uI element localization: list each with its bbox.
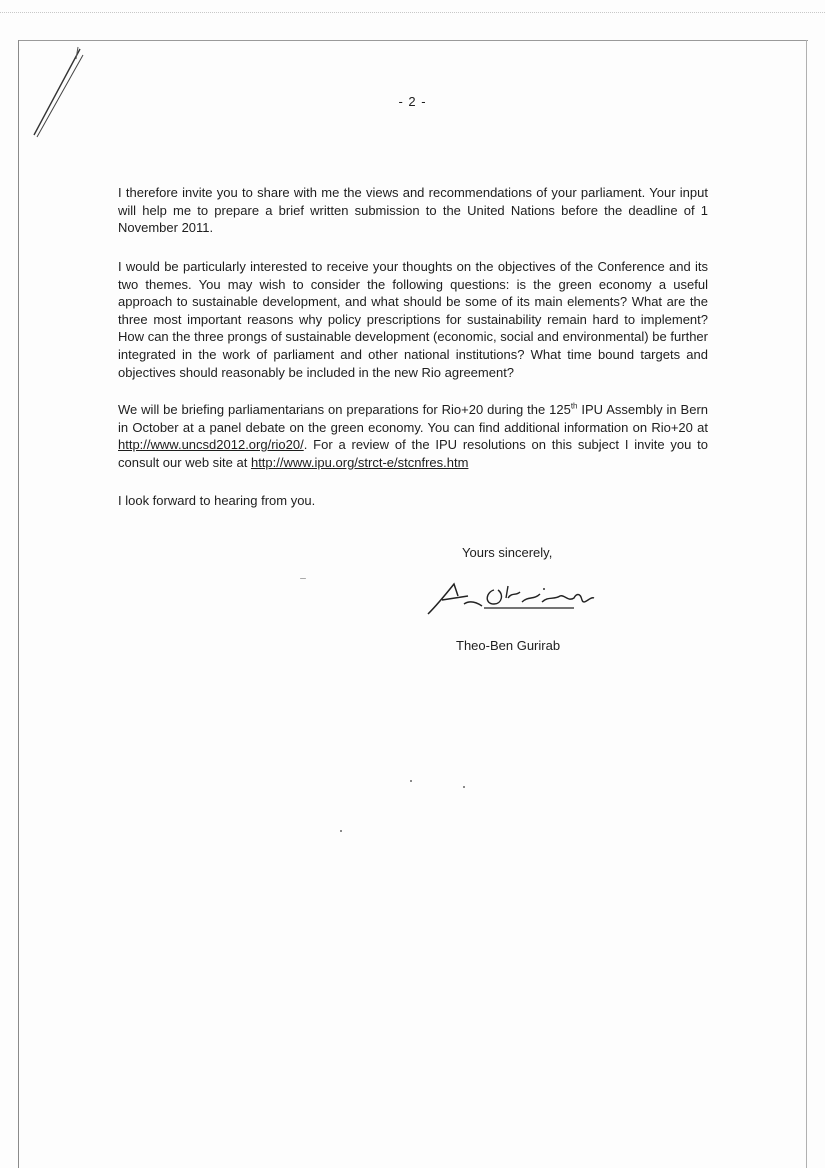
paragraph-closing-line: I look forward to hearing from you.	[118, 493, 316, 508]
scan-speck	[463, 786, 465, 788]
briefing-text-a: We will be briefing parliamentarians on preparations for Rio+20 during the 125	[118, 402, 571, 417]
page-number: - 2 -	[398, 94, 427, 109]
paragraph-questions: I would be particularly interested to receive your thoughts on the objectives of the Conference and its two themes. You may wish to consider the following questions: is the green economy a useful approach to sustainable development, and what should be some of its main elements? What are the three most important reasons why policy prescriptions for sustainability remain hard to implement? How can the three prongs of sustainable development (economic, social and environmental) be further integrated in the work of parliament and other national institutions? What time bound targets and objectives should reasonably be included in the new Rio agreement?	[118, 259, 708, 380]
handwritten-signature	[424, 578, 599, 618]
uncsd-link[interactable]: http://www.uncsd2012.org/rio20/	[118, 437, 304, 453]
page-frame-top	[18, 40, 808, 41]
paragraph-briefing	[118, 401, 708, 471]
ordinal-suffix: th	[570, 401, 578, 411]
page-frame-right	[806, 40, 807, 1168]
scan-edge	[0, 0, 825, 13]
page-frame-left	[18, 40, 19, 1168]
scan-speck	[340, 830, 342, 832]
ipu-resolutions-link[interactable]: http://www.ipu.org/strct-e/stcnfres.htm	[250, 454, 469, 470]
paragraph-invitation: I therefore invite you to share with me the views and recommendations of your parliament. Your input will help me to prepare a brief written submission to the United Nations before the deadline of 1 November 2011.	[118, 185, 708, 236]
pen-stroke-mark	[28, 45, 88, 140]
scan-speck	[300, 578, 306, 579]
briefing-text-c: . For a review of the IPU resolutions on this subject I invite you to consult our web site at	[118, 437, 708, 470]
scan-speck	[410, 780, 412, 782]
signatory-name: Theo-Ben Gurirab	[456, 638, 561, 653]
briefing-text-b: IPU Assembly in Bern in October at a panel debate on the green economy. You can find additional information on Rio+20 at	[118, 402, 708, 435]
closing-salutation: Yours sincerely,	[462, 545, 553, 560]
